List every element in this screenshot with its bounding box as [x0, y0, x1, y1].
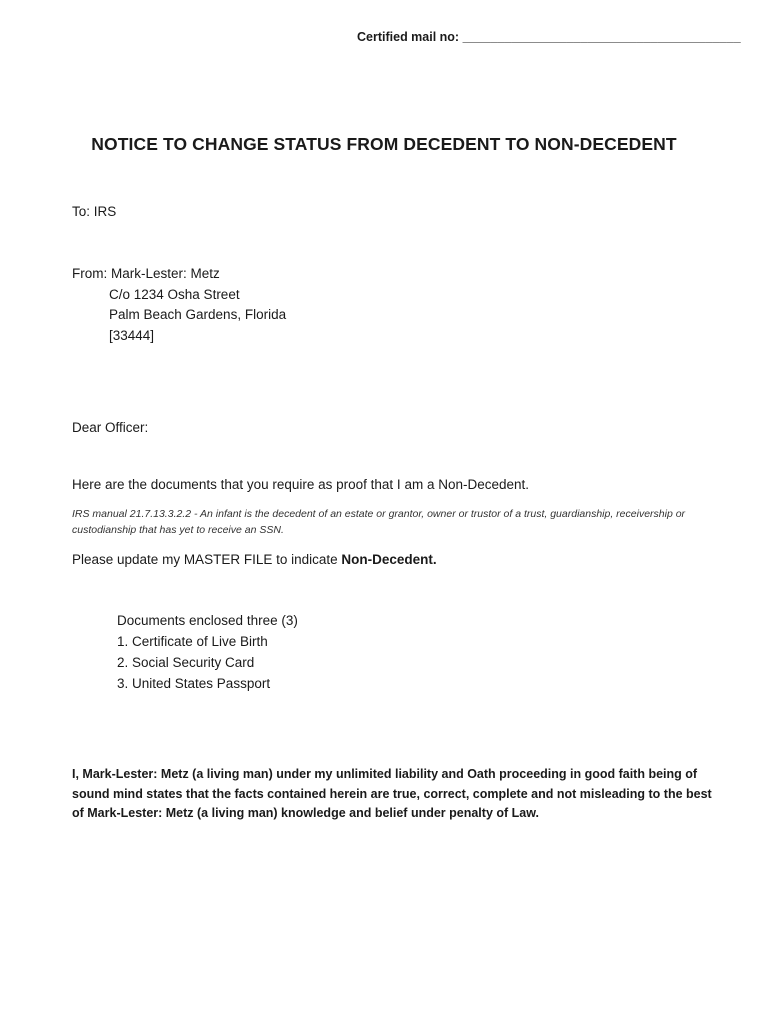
sender-line: From: Mark-Lester: Metz — [72, 266, 220, 281]
oath-statement: I, Mark-Lester: Metz (a living man) under my unlimited liability and Oath proceeding in good faith being of sound mind states that the facts contained herein are true, correct, complete and not misleading to the best of Mark-Lester: Metz (a living man) knowledge and belief under penalty of Law. — [72, 767, 712, 820]
update-request-emphasis: Non-Decedent. — [341, 552, 437, 567]
documents-heading: Documents enclosed three (3) — [117, 613, 298, 628]
update-request-text: Please update my MASTER FILE to indicate — [72, 552, 342, 567]
intro-paragraph: Here are the documents that you require as proof that I am a Non-Decedent. — [72, 477, 530, 492]
document-item: 1. Certificate of Live Birth — [117, 634, 268, 649]
irs-manual-note: IRS manual 21.7.13.3.2.2 - An infant is the decedent of an estate or grantor, owner or trustor of a trust, guardianship, receivership or custodianship that has yet to receive an SSN. — [72, 508, 686, 536]
sender-address-zip: [33444] — [109, 328, 155, 343]
sender-address-street: C/o 1234 Osha Street — [109, 287, 240, 302]
document-item: 2. Social Security Card — [117, 655, 255, 670]
recipient-line: To: IRS — [72, 204, 117, 219]
sender-address-city: Palm Beach Gardens, Florida — [109, 307, 287, 322]
document-item: 3. United States Passport — [117, 676, 271, 691]
document-title: NOTICE TO CHANGE STATUS FROM DECEDENT TO NON-DECEDENT — [91, 134, 677, 154]
certified-mail-line: Certified mail no: ________________________________________ — [357, 30, 741, 44]
update-request — [72, 552, 437, 567]
salutation: Dear Officer: — [72, 420, 149, 435]
